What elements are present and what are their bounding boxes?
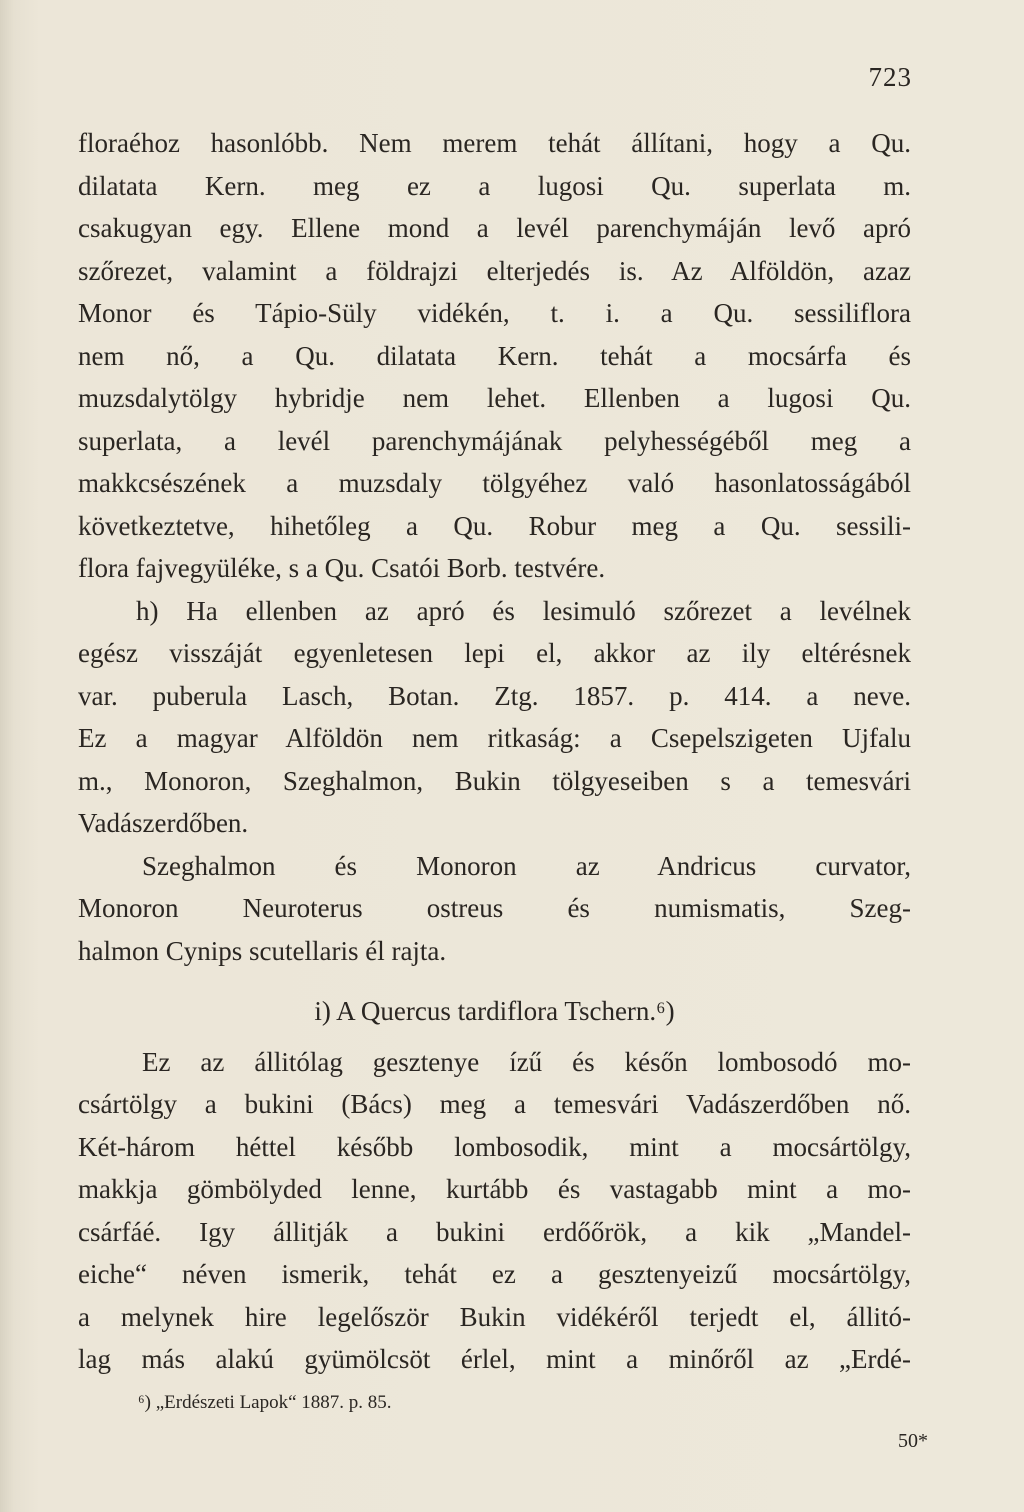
text-line: csártölgy a bukini (Bács) meg a temesvári Vadászerdőben nő.: [78, 1089, 911, 1119]
text-line: csárfáé. Igy állitják a bukini erdőőrök, a kik „Mandel-: [78, 1216, 911, 1247]
body-text: [78, 122, 911, 1381]
text-line: Ez a magyar Alföldön nem ritkaság: a Csepelszigeten Ujfalu: [78, 723, 911, 753]
section-heading: i) A Quercus tardiflora Tschern.⁶): [314, 996, 675, 1026]
text-line: következtetve, hihetőleg a Qu. Robur meg a Qu. sessili-: [78, 510, 911, 541]
page-number: 723: [868, 62, 912, 92]
text-line: szőrezet, valamint a földrajzi elterjedés is. Az Alföldön, azaz: [78, 255, 911, 286]
text-line: Ez az állitólag gesztenye ízű és későn lombosodó mo-: [142, 1046, 911, 1077]
text-line: flora fajvegyüléke, s a Qu. Csatói Borb. testvére.: [78, 553, 606, 583]
text-line: a melynek hire legelőször Bukin vidékéről terjedt el, állitó-: [78, 1301, 911, 1332]
text-line: var. puberula Lasch, Botan. Ztg. 1857. p. 414. a neve.: [78, 680, 911, 711]
text-line: makkja gömbölyded lenne, kurtább és vastagabb mint a mo-: [78, 1174, 911, 1204]
text-line: eiche“ néven ismerik, tehát ez a gesztenyeizű mocsártölgy,: [78, 1259, 911, 1289]
text-line: Két-három héttel később lombosodik, mint a mocsártölgy,: [78, 1131, 911, 1162]
text-line: makkcsészének a muzsdaly tölgyéhez való hasonlatosságából: [78, 468, 911, 498]
text-line: dilatata Kern. meg ez a lugosi Qu. superlata m.: [78, 170, 911, 201]
signature-mark: 50*: [898, 1430, 928, 1452]
text-line: lag más alakú gyümölcsöt érlel, mint a minőről az „Erdé-: [78, 1344, 911, 1374]
text-line: csakugyan egy. Ellene mond a levél parenchymáján levő apró: [78, 213, 911, 243]
text-line: h) Ha ellenben az apró és lesimuló szőrezet a levélnek: [136, 595, 911, 626]
footnote: ⁶) „Erdészeti Lapok“ 1887. p. 85.: [138, 1392, 392, 1413]
text-line: superlata, a levél parenchymájának pelyhességéből meg a: [78, 425, 911, 456]
text-line: egész visszáját egyenletesen lepi el, akkor az ily eltérésnek: [78, 638, 911, 668]
text-line: Vadászerdőben.: [78, 808, 249, 838]
text-line: Monoron Neuroterus ostreus és numismatis, Szeg-: [78, 893, 911, 923]
text-line: floraéhoz hasonlóbb. Nem merem tehát állítani, hogy a Qu.: [78, 128, 911, 158]
text-line: m., Monoron, Szeghalmon, Bukin tölgyeseiben s a temesvári: [78, 765, 911, 796]
text-line: Szeghalmon és Monoron az Andricus curvator,: [142, 850, 911, 881]
text-line: nem nő, a Qu. dilatata Kern. tehát a mocsárfa és: [78, 340, 911, 371]
text-line: halmon Cynips scutellaris él rajta.: [78, 935, 447, 966]
text-line: muzsdalytölgy hybridje nem lehet. Ellenben a lugosi Qu.: [78, 383, 911, 413]
text-line: Monor és Tápio-Süly vidékén, t. i. a Qu. sessiliflora: [78, 298, 911, 328]
